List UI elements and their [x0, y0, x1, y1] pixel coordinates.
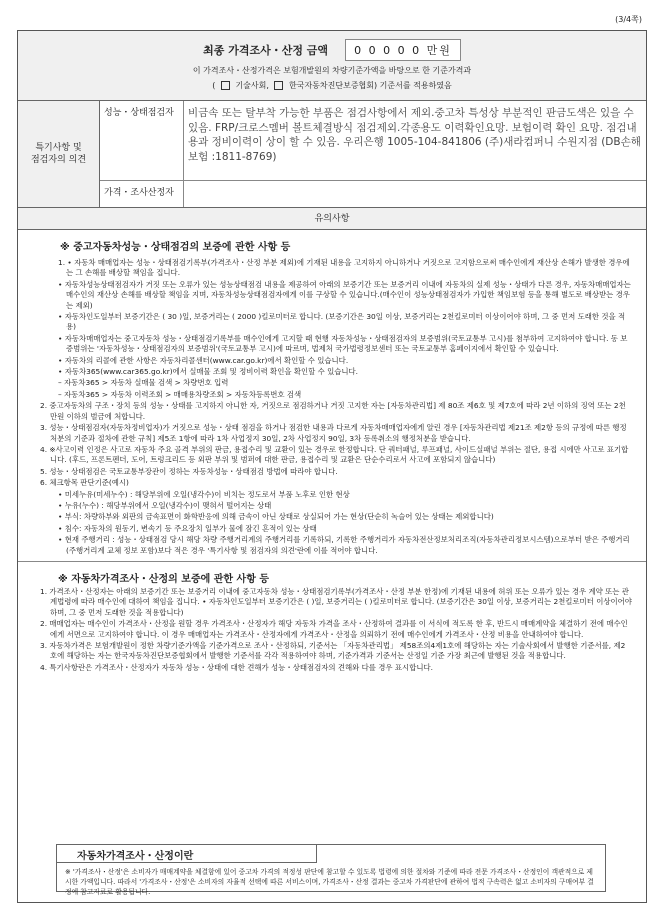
appraiser-label: 가격・조사산정자: [100, 181, 184, 207]
notice-item: • 자동차인도일부터 보증기간은 ( 30 )일, 보증거리는 ( 2000 )킬로미터로 합니다. (보증기간은 30일 이상, 보증거리는 2천킬로미터 이상이어야 하며, 그 중 먼저 도래한 것을 적용): [58, 312, 626, 332]
notice-item: 2. 중고자동차의 구조・장치 등의 성능・상태를 고지하지 아니한 자, 거짓으로 점검하거나 거짓 고지한 자는 [자동차관리법] 제 80조 제6호 및 제7호에 따라 2년 이하의 징역 또는 2천만원 이하의 벌금에 처합니다.: [40, 401, 626, 421]
notice-item: 3. 자동차가격은 보험개발원이 정한 차량기준가액을 기준가격으로 조사・산정하되, 기준서는 「자동차관리법」 제58조의4제1호에 해당하는 자는 기술사회에서 발행한 기준서를, 제2호에 해당하는 자는 한국자동차진단보증협회에서 발행한 기준서를 각각 적용하여야 하며, 기준가격과 기준서는 산정일 기준 가장 최근에 발행된 것을 적용합니다.: [40, 641, 626, 661]
opinion-section: [18, 101, 646, 208]
price-amount: 0 0 0 0 0 만원: [345, 39, 461, 61]
section1-items: [18, 254, 646, 561]
notice-item: • 침수: 자동차의 원동기, 변속기 등 주요장치 일부가 물에 잠긴 흔적이 있는 상태: [58, 523, 317, 533]
definition-text: ※ '가격조사・산정'은 소비자가 매매계약을 체결함에 있어 중고차 가격의 적정성 판단에 참고할 수 있도록 법령에 의한 절차와 기준에 따라 전문 가격조사・산정인이 객관적으로 제시한 가액입니다. 따라서 '가격조사・산정'은 소비자의 자율적 선택에 따른 서비스이며, 가격조사・산정 결과는 중고차 가격판단에 관하여 법적 구속력은 없고 소비자의 구매여부 결정에 참고자료로 활용됩니다.: [65, 868, 594, 896]
appraiser-opinion-text: [184, 181, 646, 207]
standard-options: ( 기술사회, 한국자동차진단보증협회) 기준서를 적용하였음: [212, 81, 452, 90]
inspector-label: 성능・상태점검자: [100, 101, 184, 180]
price-basis-line: 이 가격조사・산정가격은 보험개발원의 차량기준가액을 바탕으로 한 기준가격과: [192, 66, 472, 75]
section2-title: ※ 자동차가격조사・산정의 보증에 관한 사항 등: [18, 561, 646, 583]
notice-item: • 자동차매매업자는 중고자동차 성능・상태점검기록부를 매수인에게 고지할 때 현행 자동차성능・상태점검자의 보증범위(국토교통부 고시)를 첨부하여 고지하여야 합니다. 동 보증범위는 '자동차성능・상태점검자의 보증범위'(국토교통부 고시)에 따르며, 법제처 국가법령정보센터 또는 국토교통부 홈페이지에서 확인할 수 있습니다.: [58, 333, 628, 354]
notice-header: 유의사항: [18, 208, 646, 230]
notice-item: • 누유(누수) : 해당부위에서 오일(냉각수)이 맺혀서 떨어지는 상태: [58, 500, 272, 510]
checkbox-kada[interactable]: [274, 81, 283, 90]
definition-box: [56, 844, 606, 896]
price-section: [18, 31, 646, 101]
section2-items: [18, 583, 646, 678]
page-number: (3/4쪽): [615, 15, 642, 24]
notice-item: • 미세누유(미세누수) : 해당부위에 오일(냉각수)이 비치는 정도로서 부품 노후로 인한 현상: [58, 489, 350, 499]
notice-item: • 자동차365(www.car365.go.kr)에서 실매물 조회 및 정비이력 확인을 확인할 수 있습니다.: [58, 367, 358, 377]
price-title: 최종 가격조사・산정 금액: [203, 44, 329, 57]
notice-item: 5. 성능・상태점검은 국토교통부장관이 정하는 자동차성능・상태점검 방법에 따라야 합니다.: [40, 466, 338, 476]
notice-item: • 현재 주행거리 : 성능・상태점검 당시 해당 차량 주행거리계의 주행거리를 기록하되, 기록한 주행거리가 자동차전산정보처리조직(자동차관리정보시스템)으로부터 받은 주행거리(주행거리계 교체 정보 포함)보다 적은 경우 '특기사항 및 점검자의 의견'란에 이를 적어야 합니다.: [58, 535, 630, 555]
inspector-opinion-row: [100, 101, 646, 181]
appraiser-opinion-row: [100, 181, 646, 207]
notice-item: • 자동차성능상태점검자가 거짓 또는 오류가 있는 성능상태점검 내용을 제공하여 아래의 보증기간 또는 보증거리 이내에 자동차의 실제 성능・상태가 다른 경우, 자동차매매업자는 매수인의 재산상 손해를 배상할 책임을 지며, 자동차성능상태점검자에게 이를 구상할 수 있습니다.(매수인이 성능상태점검자가 가입한 책임보험 등을 통해 별도로 배상받는 경우는 제외): [58, 279, 631, 310]
definition-title: 자동차가격조사・산정이란: [71, 847, 199, 862]
notice-item: 2. 매매업자는 매수인이 가격조사・산정을 원할 경우 가격조사・산정자가 해당 자동차 가격을 조사・산정하여 결과를 이 서식에 적도록 한 후, 반드시 매매계약을 체결하기 전에 매수인에게 서면으로 고지하여야 합니다. 이 경우 매매업자는 가격조사・산정자에게 가격조사・산정을 의뢰하기 전에 매수인에게 가격조사・산정 비용을 안내하여야 합니다.: [40, 619, 628, 639]
notice-item: 1. • 자동차 매매업자는 성능・상태점검기록부(가격조사・산정 부분 제외)에 기재된 내용을 고지하지 아니하거나 거짓으로 고지함으로써 매수인에게 재산상 손해가 발생한 경우에는 그 손해를 배상할 책임을 집니다.: [58, 258, 630, 278]
notice-item: – 자동차365 > 자동차 실매물 검색 > 차량번호 입력: [58, 378, 229, 388]
notice-item: 4. ※사고이력 인정은 사고로 자동차 주요 골격 부위의 판금, 용접수리 및 교환이 있는 경우로 한정합니다. 단 쿼터패널, 루프패널, 사이드실패널 부위는 절단, 용접 시에만 사고로 표기합니다. (후드, 프론트펜더, 도어, 트렁크리드 등 외판 부위 및 범퍼에 대한 판금, 용접수리 및 교환은 단순수리로서 사고에 포함되지 않습니다): [40, 444, 629, 465]
notice-item: 3. 성능・상태점검자(자동차정비업자)가 거짓으로 성능・상태 점검을 하거나 점검한 내용과 다르게 자동차매매업자에게 알린 경우 [자동차관리법 제21조 제2항 등의 규정에 따른 행정처분의 기준과 절차에 관한 규칙] 제5조 1항에 따라 1차 사업정지 30일, 2차 사업정지 90일, 3차 등록취소의 행정처분을 받습니다.: [40, 423, 627, 443]
notice-item: 6. 체크항목 판단기준(예시): [40, 478, 129, 488]
option-engineers: 기술사회,: [235, 81, 269, 90]
notice-item: – 자동차365 > 자동차 이력조회 > 매매용차량조회 > 자동차등록번호 검색: [58, 389, 302, 399]
inspector-opinion-text: 비금속 또는 탈부착 가능한 부품은 점검사항에서 제외.중고차 특성상 부분적인 판금도색은 있을 수 있음. FRP/크로스멤버 볼트체결방식 점검제외.각종용도 이력확인요망. 보험이력 확인 요망. 점검내용과 정비이력이 상이 할 수 있음. 우리은행 1005-104-841806 (주)새라컴퍼니 수원지점 (DB손해보험 :1811-8769): [188, 107, 641, 163]
notice-item: • 부식: 차량하부와 외판의 금속표면이 화학반응에 의해 금속이 아닌 상태로 상실되어 가는 현상(단순히 녹슬어 있는 상태는 제외합니다): [58, 512, 494, 522]
section1-title: ※ 중고자동차성능・상태점검의 보증에 관한 사항 등: [60, 242, 291, 253]
option-kada: 한국자동차진단보증협회) 기준서를 적용하였음: [289, 81, 452, 90]
opinion-label: 특기사항 및 점검자의 의견: [18, 101, 100, 207]
notice-item: • 자동차의 리콜에 관한 사항은 자동차리콜센터(www.car.go.kr)에서 확인할 수 있습니다.: [58, 355, 349, 365]
document-frame: [17, 30, 647, 903]
notice-item: 4. 특기사항란은 가격조사・산정자가 자동차 성능・상태에 대한 견해가 성능・상태점검자의 견해와 다를 경우 표시합니다.: [40, 662, 433, 672]
notice-item: 1. 가격조사・산정자는 아래의 보증기간 또는 보증거리 이내에 중고자동차 성능・상태점검기록부(가격조사・산정 부분 한정)에 기재된 내용에 허위 또는 오류가 있는 경우 계약 또는 관계법령에 따라 매수인에 대하여 책임을 집니다. • 자동차인도일부터 보증기간은 ( )일, 보증거리는 ( )킬로미터로 합니다. (보증기간은 30일 이상, 보증거리는 2천킬로미터 이상이어야 하며, 그 중 먼저 도래한 것을 적용합니다): [40, 586, 632, 617]
checkbox-engineers[interactable]: [221, 81, 230, 90]
